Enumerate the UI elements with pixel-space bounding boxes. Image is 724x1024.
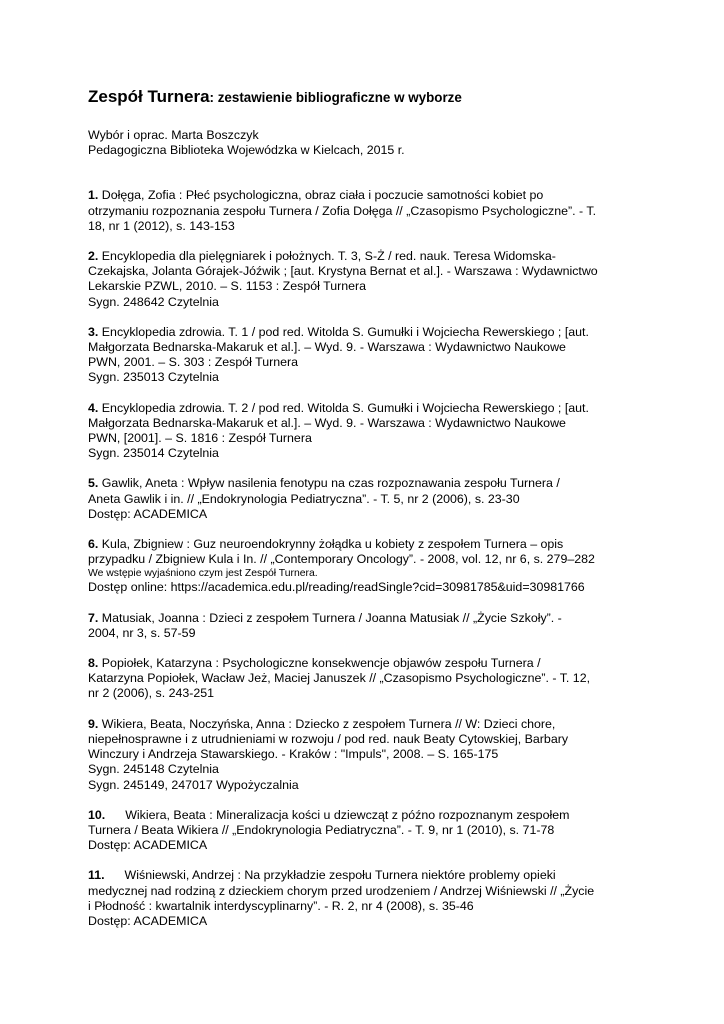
entry-text: Matusiak, Joanna : Dzieci z zespołem Turnera / Joanna Matusiak // „Życie Szkoły”. - <box>101 610 562 625</box>
entry-line <box>88 325 648 340</box>
entry-call-number: Sygn. 245149, 247017 Wypożyczalnia <box>88 777 299 792</box>
entry-line: Czekajska, Jolanta Górajek-Jóźwik ; [aut. Krystyna Bernat et al.]. - Warszawa : Wydawnictwo <box>88 264 598 279</box>
entry-access: Dostęp: ACADEMICA <box>88 506 208 521</box>
entry-line: 2004, nr 3, s. 57-59 <box>88 625 196 640</box>
entry-call-number: Sygn. 235014 Czytelnia <box>88 446 219 461</box>
compiler-line: Wybór i oprac. Marta Boszczyk <box>88 128 259 142</box>
entry-note: We wstępie wyjaśniono czym jest Zespół Turnera. <box>88 568 318 580</box>
entry-text: Wiśniewski, Andrzej : Na przykładzie zespołu Turnera niektóre problemy opieki <box>124 868 556 883</box>
entry-text: Encyklopedia zdrowia. T. 2 / pod red. Witolda S. Gumułki i Wojciecha Rewerskiego ; [aut. <box>101 400 589 415</box>
entry-number: 7. <box>88 610 99 625</box>
header-block <box>88 128 648 158</box>
bibliography-entry-5 <box>88 476 648 522</box>
entry-line <box>88 868 648 883</box>
entry-line: 18, nr 1 (2012), s. 143-153 <box>88 218 235 233</box>
entry-line <box>88 717 648 732</box>
entry-call-number: Sygn. 248642 Czytelnia <box>88 294 219 309</box>
entry-number: 6. <box>88 537 99 552</box>
entry-call-number: Sygn. 245148 Czytelnia <box>88 762 219 777</box>
bibliography-entry-9 <box>88 717 648 793</box>
entry-line <box>88 611 648 626</box>
entry-line <box>88 537 648 552</box>
entry-line: Katarzyna Popiołek, Wacław Jeż, Maciej Januszek // „Czasopismo Psychologiczne”. - T. 12, <box>88 671 591 686</box>
entry-line <box>88 656 648 671</box>
entry-text: Encyklopedia zdrowia. T. 1 / pod red. Witolda S. Gumułki i Wojciecha Rewerskiego ; [aut. <box>101 324 589 339</box>
entry-text: Kula, Zbigniew : Guz neuroendokrynny żołądka u kobiety z zespołem Turnera – opis <box>101 537 564 552</box>
entry-text: Encyklopedia dla pielęgniarek i położnych. T. 3, S-Ż / red. nauk. Teresa Widomska- <box>101 249 556 264</box>
entry-text: Wikiera, Beata, Noczyńska, Anna : Dziecko z zespołem Turnera // W: Dzieci chore, <box>101 716 556 731</box>
entry-line: niepełnosprawne i z utrudnieniami w rozwoju / pod red. nauk Beaty Cytowskiej, Barbary <box>88 731 569 746</box>
entry-line: medycznej nad rodziną z dzieckiem chorym przed urodzeniem / Andrzej Wiśniewski // „Życie <box>88 883 595 898</box>
entry-line: Winczury i Andrzeja Stawarskiego. - Kraków : "Impuls", 2008. – S. 165-175 <box>88 747 499 762</box>
entry-access: Dostęp: ACADEMICA <box>88 838 208 853</box>
entry-line <box>88 476 648 491</box>
entry-line <box>88 401 648 416</box>
entry-line: PWN, [2001]. – S. 1816 : Zespół Turnera <box>88 431 312 446</box>
entry-line: przypadku / Zbigniew Kula i In. // „Contemporary Oncology”. - 2008, vol. 12, nr 6, s. 279–282 <box>88 552 595 567</box>
bibliography-entry-6 <box>88 537 648 596</box>
entry-line <box>88 808 648 823</box>
entry-line: Aneta Gawlik i in. // „Endokrynologia Pediatryczna”. - T. 5, nr 2 (2006), s. 23-30 <box>88 491 520 506</box>
entry-call-number: Sygn. 235013 Czytelnia <box>88 370 219 385</box>
bibliography-entry-11 <box>88 868 648 929</box>
entry-text: Gawlik, Aneta : Wpływ nasilenia fenotypu na czas rozpoznawania zespołu Turnera / <box>101 476 560 491</box>
bibliography-entry-4 <box>88 401 648 462</box>
title-main: Zespół Turnera <box>88 87 210 106</box>
entry-text: Dołęga, Zofia : Płeć psychologiczna, obraz ciała i poczucie samotności kobiet po <box>101 188 544 203</box>
entry-number: 4. <box>88 400 99 415</box>
document-page <box>88 86 648 944</box>
entry-number: 2. <box>88 249 99 264</box>
entry-online-access-link[interactable]: Dostęp online: https://academica.edu.pl/reading/readSingle?cid=30981785&uid=30981766 <box>88 580 585 595</box>
entry-number: 11. <box>88 868 105 883</box>
entry-line <box>88 249 648 264</box>
entry-line: otrzymaniu rozpoznania zespołu Turnera / Zofia Dołęga // „Czasopismo Psychologiczne”. - T. <box>88 203 597 218</box>
entry-number: 1. <box>88 188 99 203</box>
entry-number: 9. <box>88 716 99 731</box>
entry-number: 8. <box>88 656 99 671</box>
entry-line: nr 2 (2006), s. 243-251 <box>88 686 215 701</box>
entry-line: Turnera / Beata Wikiera // „Endokrynologia Pediatryczna”. - T. 9, nr 1 (2010), s. 71-78 <box>88 822 555 837</box>
entry-number: 3. <box>88 324 99 339</box>
entry-text: Popiołek, Katarzyna : Psychologiczne konsekwencje objawów zespołu Turnera / <box>101 656 541 671</box>
bibliography-entry-7 <box>88 611 648 641</box>
bibliography-entry-8 <box>88 656 648 702</box>
institution-line: Pedagogiczna Biblioteka Wojewódzka w Kielcach, 2015 r. <box>88 143 405 158</box>
title-subtitle: : zestawienie bibliograficzne w wyborze <box>209 90 462 105</box>
entry-text: Wikiera, Beata : Mineralizacja kości u dziewcząt z późno rozpoznanym zespołem <box>125 807 570 822</box>
bibliography-entry-3 <box>88 325 648 386</box>
entry-line <box>88 188 648 203</box>
document-title <box>88 86 648 109</box>
entry-number: 10. <box>88 807 106 822</box>
bibliography-entry-10 <box>88 808 648 854</box>
entry-access: Dostęp: ACADEMICA <box>88 913 208 928</box>
bibliography-entry-2 <box>88 249 648 310</box>
entry-line: Małgorzata Bednarska-Makaruk et al.]. – Wyd. 9. - Warszawa : Wydawnictwo Naukowe <box>88 340 566 355</box>
bibliography-entry-1 <box>88 188 648 234</box>
entry-line: Małgorzata Bednarska-Makaruk et al.]. – Wyd. 9. - Warszawa : Wydawnictwo Naukowe <box>88 415 566 430</box>
entry-line: i Płodność : kwartalnik interdyscyplinarny”. - R. 2, nr 4 (2008), s. 35-46 <box>88 898 474 913</box>
entry-line: PWN, 2001. – S. 303 : Zespół Turnera <box>88 355 299 370</box>
entry-line: Lekarskie PZWL, 2010. – S. 1153 : Zespół Turnera <box>88 279 367 294</box>
entry-number: 5. <box>88 476 99 491</box>
